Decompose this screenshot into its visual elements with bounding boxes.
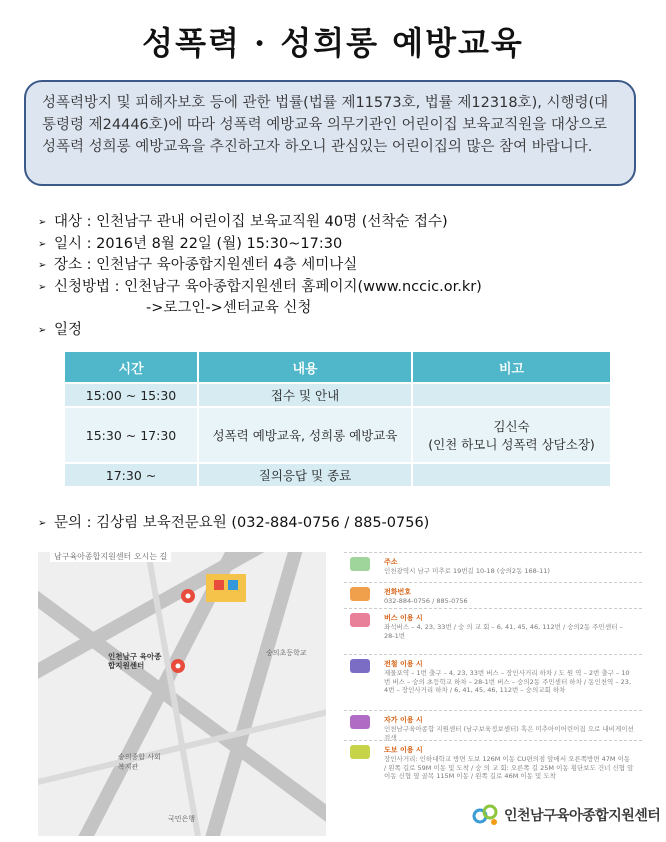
table-row: 15:00 ~ 15:30 접수 및 안내 bbox=[64, 383, 611, 407]
header-note: 비고 bbox=[412, 351, 611, 383]
arrow-right-icon: ➢ bbox=[38, 217, 47, 228]
arrow-right-icon: ➢ bbox=[38, 324, 47, 336]
center-logo: 인천남구육아종합지원센터 bbox=[472, 802, 660, 828]
bullet-apply: ➢ 신청방법 : 인천남구 육아종합지원센터 홈페이지(www.nccic.or.kr) bbox=[38, 277, 638, 299]
list-item: 도보 이용 시 장인사거리: 인하대학교 방면 도보 126M 이동 CU편의점 앞에서 오른쪽방면 47M 이동 / 왼쪽 길로 59M 이동 및 도착 / 숭 의 교 회: 오른쪽 길 25M 이동 횡단보도 건너 신협 앞 이동 신협 옆 골목 115M 이동 / 왼쪽 길로 46M 이동 및 도착 bbox=[344, 740, 642, 799]
center-logo-icon bbox=[472, 802, 500, 828]
map-center-label: 인천남구 육아종합지원센터 bbox=[108, 652, 162, 670]
bullet-apply-cont: ->로그인->센터교육 신청 bbox=[146, 300, 312, 316]
subway-icon bbox=[350, 659, 370, 673]
walk-icon bbox=[350, 745, 370, 759]
arrow-right-icon: ➢ bbox=[38, 281, 47, 293]
car-icon bbox=[350, 715, 370, 729]
header-time: 시간 bbox=[64, 351, 198, 383]
address-icon bbox=[350, 557, 370, 571]
directions-panel bbox=[344, 552, 642, 800]
list-item: 전화번호 032-884-0756 / 885-0756 bbox=[344, 582, 642, 607]
bus-icon bbox=[350, 613, 370, 627]
bullet-datetime: ➢ 일시 : 2016년 8월 22일 (월) 15:30~17:30 bbox=[38, 234, 638, 256]
phone-icon bbox=[350, 587, 370, 601]
table-row: 15:30 ~ 17:30 성폭력 예방교육, 성희롱 예방교육 김신숙 (인천 하모니 성폭력 상담소장) bbox=[64, 407, 611, 463]
map-roads bbox=[38, 552, 326, 836]
page-title: 성폭력 · 성희롱 예방교육 bbox=[142, 24, 524, 62]
list-item: 전철 이용 시 제물포역 – 1번 출구 – 4, 23, 33번 버스 – 장인사거리 하차 / 도 원 역 – 2번 출구 – 10번 버스 – 숭의 초등학교 하차 – 28-1번 버스 – 숭의2동 주민센터 하차 / 동인천역 – 23, 4번 – 장인사거리 하차 / 6, 41, 45, 46, 112번 – 숭의교회 하차 bbox=[344, 654, 642, 709]
list-item: 자가 이용 시 인천남구육아종합 지원센터 (남구보육정보센터) 혹은 미추아이어린이집 으로 내비게이션 검색 bbox=[344, 710, 642, 739]
bullet-schedule: ➢ 일정 bbox=[38, 320, 638, 342]
arrow-right-icon: ➢ bbox=[38, 238, 47, 250]
arrow-right-icon: ➢ bbox=[38, 518, 47, 529]
table-row: 17:30 ~ 질의응답 및 종료 bbox=[64, 463, 611, 487]
contact-info: ➢ 문의 : 김상림 보육전문요원 (032-884-0756 / 885-0756) bbox=[38, 513, 429, 535]
map-poi: 숭의종합 사회복지관 bbox=[118, 753, 161, 771]
intro-box: 성폭력방지 및 피해자보호 등에 관한 법률(법률 제11573호, 법률 제12318호), 시행령(대통령령 제24446호)에 따라 성폭력 예방교육 의무기관인 어린이집 보육교직원을 대상으로 성폭력 성희롱 예방교육을 추진하고자 하오니 관심있는 어린이집의 많은 참여 바랍니다. bbox=[24, 80, 636, 186]
bullet-target: ➢ 대상 : 인천남구 관내 어린이집 보육교직원 40명 (선착순 접수) bbox=[38, 212, 638, 234]
map-poi: 숭의초등학교 bbox=[266, 649, 307, 657]
header-content: 내용 bbox=[198, 351, 412, 383]
info-bullets bbox=[38, 212, 638, 341]
schedule-table bbox=[63, 350, 612, 488]
list-item: 주소 인천광역시 남구 미추로 19번길 10-18 (숭의2동 168-11) bbox=[344, 552, 642, 581]
bullet-place: ➢ 장소 : 인천남구 육아종합지원센터 4층 세미나실 bbox=[38, 255, 638, 277]
map-poi: 국민은행 bbox=[168, 815, 196, 823]
list-item: 버스 이용 시 좌석버스 – 4, 23, 33번 / 숭 의 교 회 – 6, 41, 45, 46, 112번 / 숭의2동 주민센터 – 28-1번 bbox=[344, 608, 642, 653]
arrow-right-icon: ➢ bbox=[38, 260, 47, 271]
location-map: 남구육아종합지원센터 오시는 길 인천남구 육아종합지원센터 숭의초등학교 숭의종합 사회복지관 국민은행 bbox=[38, 552, 326, 836]
